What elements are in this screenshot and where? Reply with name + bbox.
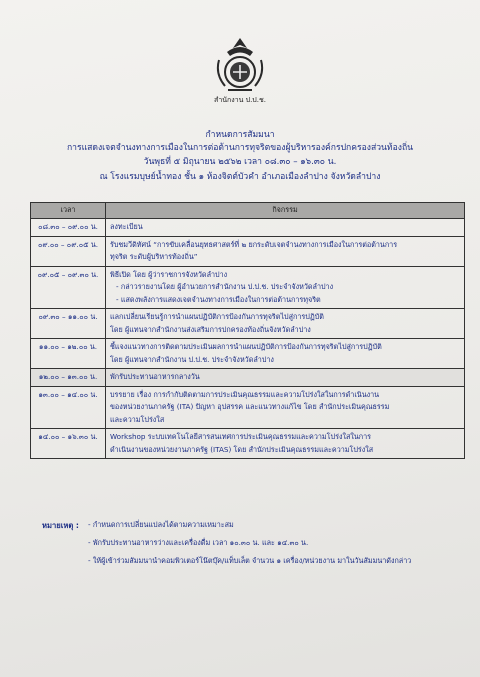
table-row [31, 236, 465, 266]
organization-name: สำนักงาน ป.ป.ช. [214, 96, 266, 104]
event-name: การแสดงเจตจำนงทางการเมืองในการต่อต้านการทุจริตของผู้บริหารองค์กรปกครองส่วนท้องถิ่น [66, 143, 414, 153]
schedule-title: กำหนดการสัมมนา [205, 130, 275, 140]
table-row [31, 309, 465, 339]
table-row [31, 339, 465, 369]
row-time: ๐๙.๐๐ – ๐๙.๐๕ น. [31, 236, 106, 266]
table-row [31, 266, 465, 309]
remarks-label: หมายเหตุ : [42, 521, 79, 530]
row-activity: Workshop ระบบเทคโนโลยีสารสนเทศการประเมินคุณธรรมและความโปร่งใสในการ ดำเนินงานของหน่วยงานภาครัฐ (ITAS) โดย สำนักประเมินคุณธรรมและความโปร่งใส [106, 429, 465, 459]
row-activity: แลกเปลี่ยนเรียนรู้การนำแผนปฏิบัติการป้องกันการทุจริตไปสู่การปฏิบัติ โดย ผู้แทนจากสำนักงานส่งเสริมการปกครองท้องถิ่นจังหวัดลำปาง [106, 309, 465, 339]
table-header-row [31, 203, 465, 219]
table-row-lunch [31, 369, 465, 387]
table-row [31, 219, 465, 237]
remark-item: - กำหนดการเปลี่ยนแปลงได้ตามความเหมาะสม [88, 520, 234, 529]
row-time: ๑๓.๐๐ – ๑๔.๐๐ น. [31, 386, 106, 429]
schedule-table [30, 202, 465, 459]
row-activity: รับชมวีดิทัศน์ “การขับเคลื่อนยุทธศาสตร์ที่ ๒ ยกระดับเจตจำนงทางการเมืองในการต่อต้านการ ทุจริต ระดับผู้บริหารท้องถิ่น” [106, 236, 465, 266]
column-header-activity: กิจกรรม [106, 203, 465, 219]
remark-item: - พักรับประทานอาหารว่างและเครื่องดื่ม เวลา ๑๐.๓๐ น. และ ๑๔.๓๐ น. [88, 538, 309, 547]
event-date: วันพุธที่ ๕ มิถุนายน ๒๕๖๒ เวลา ๐๘.๓๐ – ๑๖.๓๐ น. [143, 157, 337, 167]
row-time: ๐๘.๓๐ – ๐๙.๐๐ น. [31, 219, 106, 237]
row-activity: พักรับประทานอาหารกลางวัน [106, 369, 465, 387]
remark-item: - ให้ผู้เข้าร่วมสัมมนานำคอมพิวเตอร์โน๊ตบุ๊ค/แท็บเล็ต จำนวน ๑ เครื่อง/หน่วยงาน มาในวันสัมมนาดังกล่าว [88, 556, 412, 565]
event-venue: ณ โรงแรมบุษย์น้ำทอง ชั้น ๑ ห้องจิตต์บัวคำ อำเภอเมืองลำปาง จังหวัดลำปาง [99, 172, 381, 182]
table-row [31, 429, 465, 459]
row-time: ๑๑.๐๐ – ๑๒.๐๐ น. [31, 339, 106, 369]
ministry-emblem-icon [213, 36, 267, 96]
row-time: ๑๒.๐๐ – ๑๓.๐๐ น. [31, 369, 106, 387]
row-activity: ชี้แจงแนวทางการติดตามประเมินผลการนำแผนปฏิบัติการป้องกันการทุจริตไปสู่การปฏิบัติ โดย ผู้แทนจากสำนักงาน ป.ป.ช. ประจำจังหวัดลำปาง [106, 339, 465, 369]
row-time: ๐๙.๐๕ – ๐๙.๓๐ น. [31, 266, 106, 309]
row-time: ๐๙.๓๐ – ๑๑.๐๐ น. [31, 309, 106, 339]
row-activity: พิธีเปิด โดย ผู้ว่าราชการจังหวัดลำปาง - กล่าวรายงานโดย ผู้อำนวยการสำนักงาน ป.ป.ช. ประจำจังหวัดลำปาง - แสดงพลังการแสดงเจตจำนงทางการเมืองในการต่อต้านการทุจริต [106, 266, 465, 309]
table-row [31, 386, 465, 429]
row-activity: บรรยาย เรื่อง การกำกับติดตามการประเมินคุณธรรมและความโปร่งใสในการดำเนินงาน ของหน่วยงานภาครัฐ (ITA) ปัญหา อุปสรรค และแนวทางแก้ไข โดย สำนักประเมินคุณธรรม และความโปร่งใส [106, 386, 465, 429]
column-header-time: เวลา [31, 203, 106, 219]
row-activity: ลงทะเบียน [106, 219, 465, 237]
row-time: ๑๔.๐๐ – ๑๖.๓๐ น. [31, 429, 106, 459]
